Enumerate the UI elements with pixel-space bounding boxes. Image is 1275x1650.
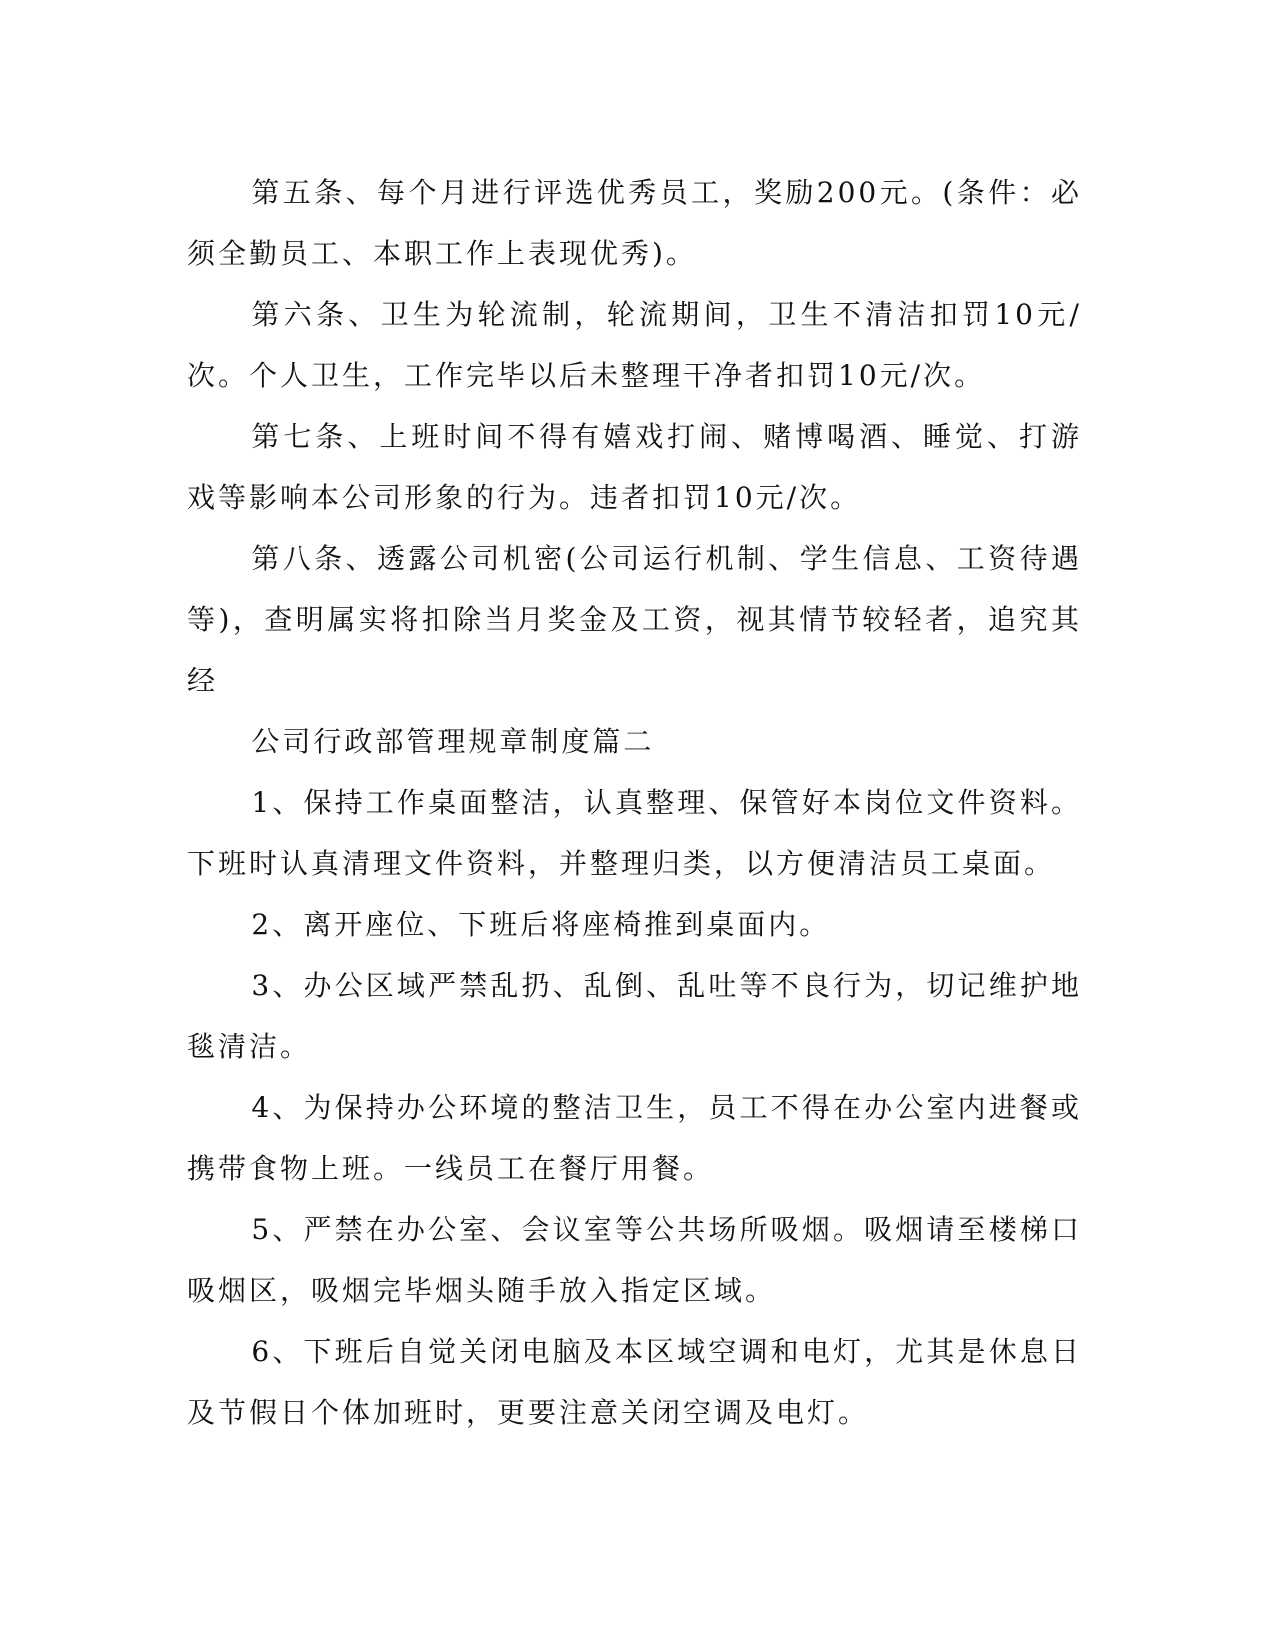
section-heading: 公司行政部管理规章制度篇二 — [251, 725, 655, 758]
article-5-paragraph: 第五条、每个月进行评选优秀员工，奖励200元。(条件：必须全勤员工、本职工作上表现优秀)。 — [187, 176, 1082, 270]
rule-4-paragraph: 4、为保持办公环境的整洁卫生，员工不得在办公室内进餐或携带食物上班。一线员工在餐厅用餐。 — [187, 1091, 1082, 1185]
rule-2-paragraph: 2、离开座位、下班后将座椅推到桌面内。 — [251, 908, 831, 941]
rule-5-paragraph: 5、严禁在办公室、会议室等公共场所吸烟。吸烟请至楼梯口吸烟区，吸烟完毕烟头随手放入指定区域。 — [187, 1213, 1082, 1307]
rule-1-paragraph: 1、保持工作桌面整洁，认真整理、保管好本岗位文件资料。下班时认真清理文件资料，并整理归类，以方便清洁员工桌面。 — [187, 786, 1082, 880]
article-6-paragraph: 第六条、卫生为轮流制，轮流期间，卫生不清洁扣罚10元/次。个人卫生，工作完毕以后未整理干净者扣罚10元/次。 — [187, 298, 1082, 392]
rule-3-paragraph: 3、办公区域严禁乱扔、乱倒、乱吐等不良行为，切记维护地毯清洁。 — [187, 969, 1082, 1063]
article-7-paragraph: 第七条、上班时间不得有嬉戏打闹、赌博喝酒、睡觉、打游戏等影响本公司形象的行为。违者扣罚10元/次。 — [187, 420, 1082, 514]
rule-6-paragraph: 6、下班后自觉关闭电脑及本区域空调和电灯，尤其是休息日及节假日个体加班时，更要注意关闭空调及电灯。 — [187, 1335, 1082, 1429]
article-8-paragraph: 第八条、透露公司机密(公司运行机制、学生信息、工资待遇等)，查明属实将扣除当月奖金及工资，视其情节较轻者，追究其经 — [187, 542, 1082, 697]
document-body — [187, 162, 1082, 1443]
